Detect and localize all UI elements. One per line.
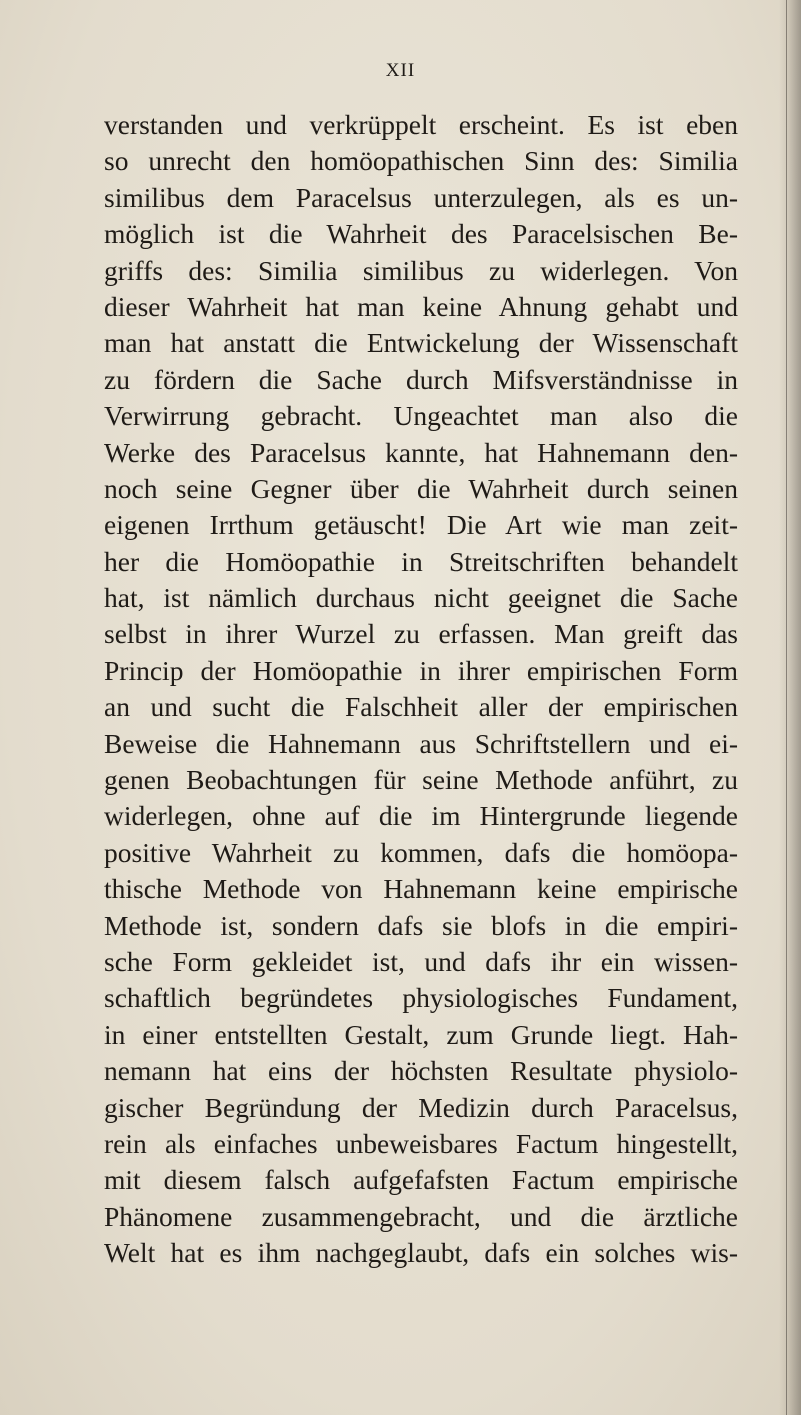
text-line: schaftlich begründetes physiologisches Fundament, (104, 982, 738, 1014)
text-line: griffs des: Similia similibus zu widerlegen. Von (104, 254, 738, 286)
body-text (104, 107, 738, 1272)
text-line: sche Form gekleidet ist, und dafs ihr ein wissen- (104, 945, 738, 977)
text-line: man hat anstatt die Entwickelung der Wissenschaft (104, 327, 738, 359)
page-edge-line (786, 0, 787, 1415)
text-line: rein als einfaches unbeweisbares Factum hingestellt, (104, 1127, 738, 1159)
text-line: so unrecht den homöopathischen Sinn des: Similia (104, 145, 738, 177)
text-line: widerlegen, ohne auf die im Hintergrunde liegende (104, 800, 738, 832)
text-line: in einer entstellten Gestalt, zum Grunde liegt. Hah- (104, 1018, 738, 1050)
page-number: XII (385, 60, 416, 81)
text-line: Beweise die Hahnemann aus Schriftstellern und ei- (104, 727, 738, 759)
page-edge-shadow (779, 0, 801, 1415)
text-line: similibus dem Paracelsus unterzulegen, als es un- (104, 181, 738, 213)
text-line: zu fördern die Sache durch Mifsverständnisse in (104, 363, 738, 395)
text-line: mit diesem falsch aufgefafsten Factum empirische (104, 1164, 738, 1196)
text-line: Methode ist, sondern dafs sie blofs in die empiri- (104, 909, 738, 941)
text-line: dieser Wahrheit hat man keine Ahnung gehabt und (104, 290, 738, 322)
text-line: möglich ist die Wahrheit des Paracelsischen Be- (104, 218, 738, 250)
text-line: Werke des Paracelsus kannte, hat Hahnemann den- (104, 436, 738, 468)
text-line: noch seine Gegner über die Wahrheit durch seinen (104, 472, 738, 504)
text-line: hat, ist nämlich durchaus nicht geeignet die Sache (104, 582, 738, 614)
text-line: nemann hat eins der höchsten Resultate physiolo- (104, 1055, 738, 1087)
text-line: an und sucht die Falschheit aller der empirischen (104, 691, 738, 723)
text-line: Princip der Homöopathie in ihrer empirischen Form (104, 654, 738, 686)
text-line: thische Methode von Hahnemann keine empirische (104, 873, 738, 905)
text-line: Phänomene zusammengebracht, und die ärztliche (104, 1200, 738, 1232)
text-line: positive Wahrheit zu kommen, dafs die homöopa- (104, 836, 738, 868)
text-line: gischer Begründung der Medizin durch Paracelsus, (104, 1091, 738, 1123)
text-line: Verwirrung gebracht. Ungeachtet man also die (104, 400, 738, 432)
text-line: Welt hat es ihm nachgeglaubt, dafs ein solches wis- (104, 1237, 738, 1269)
text-line: her die Homöopathie in Streitschriften behandelt (104, 545, 738, 577)
text-line: genen Beobachtungen für seine Methode anführt, zu (104, 764, 738, 796)
text-line: verstanden und verkrüppelt erscheint. Es ist eben (104, 109, 738, 140)
text-line: eigenen Irrthum getäuscht! Die Art wie man zeit- (104, 509, 738, 541)
text-line: selbst in ihrer Wurzel zu erfassen. Man greift das (104, 618, 738, 650)
